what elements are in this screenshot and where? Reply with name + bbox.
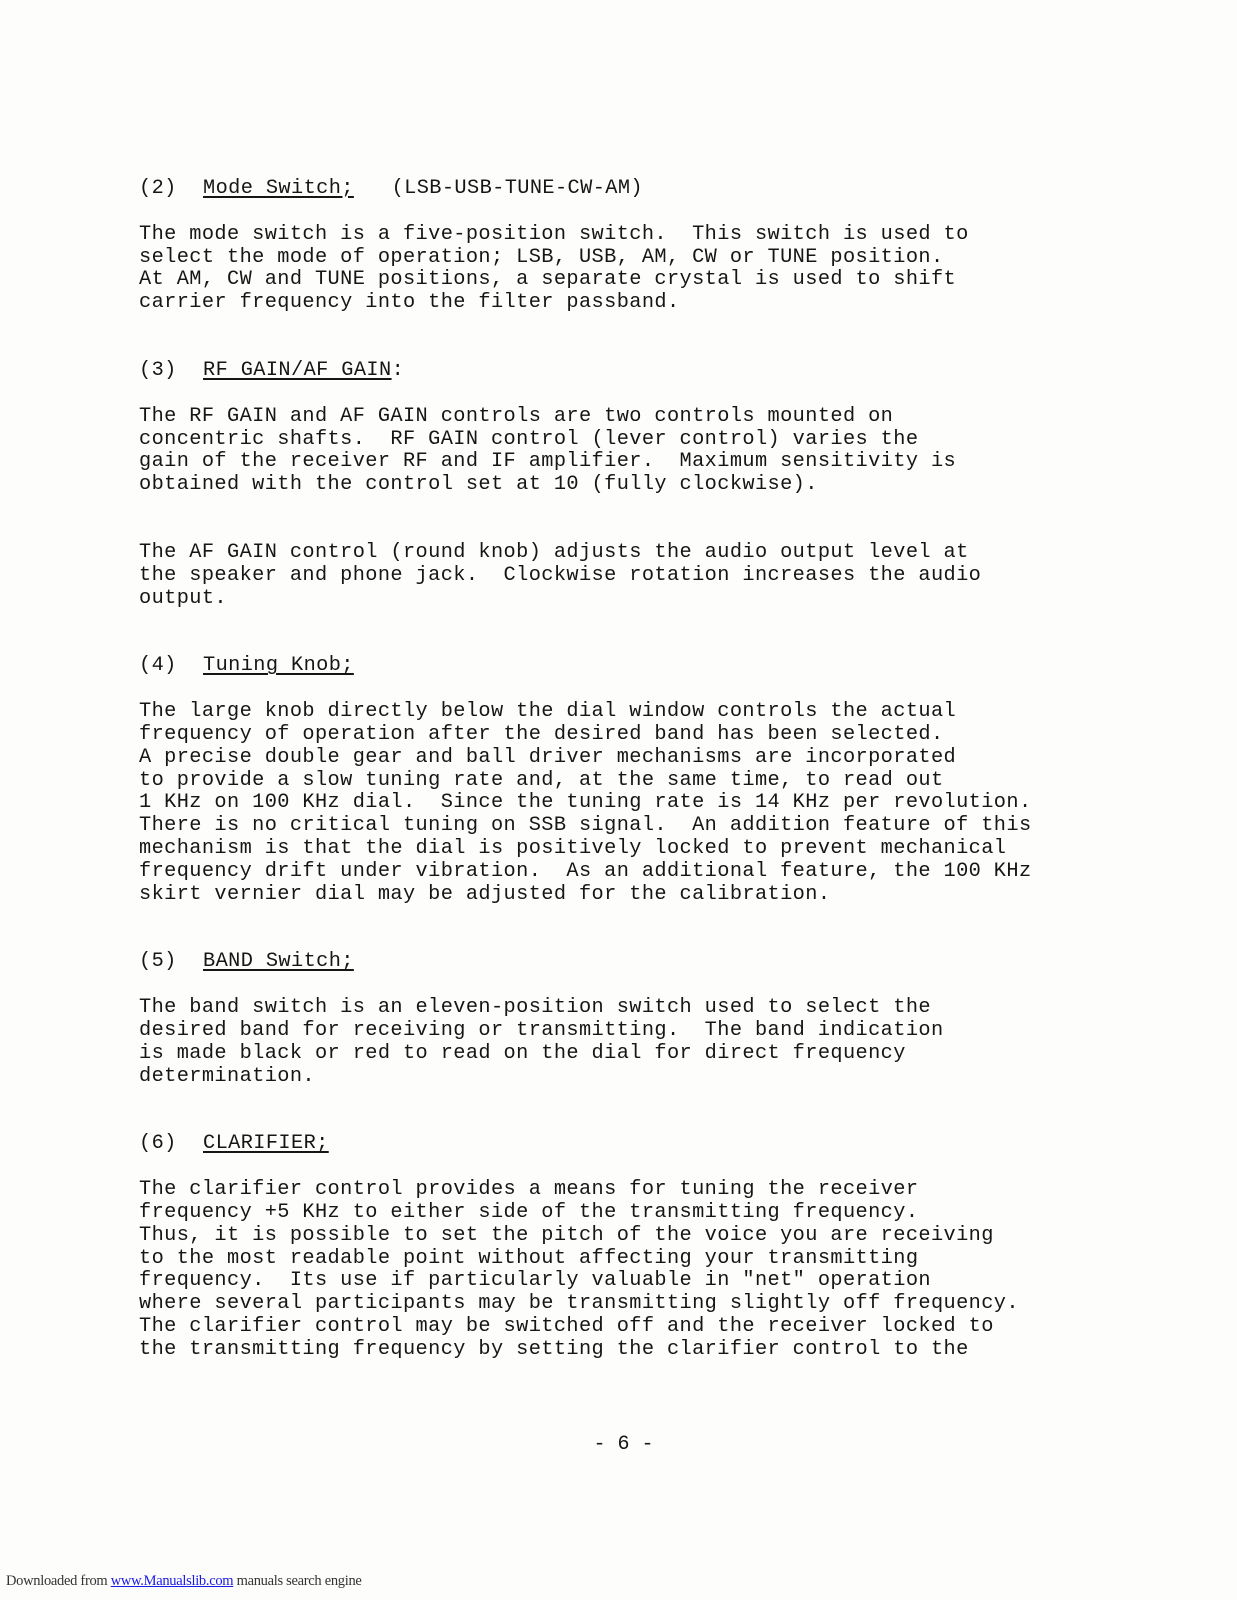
- manualslib-link[interactable]: www.Manualslib.com: [110, 1573, 234, 1589]
- section-number: (2): [139, 177, 177, 200]
- footer-suffix: manuals search engine: [233, 1573, 362, 1589]
- download-footer: [6, 1573, 362, 1590]
- paragraph: The band switch is an eleven-position switch used to select the desired band for receiving or transmitting. The band indication is made black or red to read on the dial for direct frequency determination.: [139, 996, 944, 1088]
- section-number: (4): [139, 654, 177, 678]
- section-title-suffix: :: [391, 358, 405, 382]
- section-heading-clarifier: [139, 1133, 1139, 1156]
- paragraph: The large knob directly below the dial window controls the actual frequency of operation after the desired band has been selected. A precise double gear and ball driver mechanisms are incorporated to provide a slow tuning rate and, at the same time, to read out 1 KHz on 100 KHz dial. Since the tuning rate is 14 KHz per revolution. There is no critical tuning on SSB signal. An addition feature of this mechanism is that the dial is positively locked to prevent mechanical frequency drift under vibration. As an additional feature, the 100 KHz skirt vernier dial may be adjusted for the calibration.: [139, 700, 1032, 906]
- section-title: RF GAIN/AF GAIN: [203, 358, 392, 382]
- page-number: - 6 -: [593, 1433, 654, 1456]
- section-heading-mode-switch: [139, 178, 1139, 201]
- paragraph: The clarifier control provides a means for tuning the receiver frequency +5 KHz to either side of the transmitting frequency. Thus, it is possible to set the pitch of the voice you are receiving to the most readable point without affecting your transmitting frequency. Its use if particularly valuable in "net" operation where several participants may be transmitting slightly off frequency. The clarifier control may be switched off and the receiver locked to the transmitting frequency by setting the clarifier control to the: [139, 1178, 1019, 1361]
- paragraph: The mode switch is a five-position switch. This switch is used to select the mode of operation; LSB, USB, AM, CW or TUNE position. At AM, CW and TUNE positions, a separate crystal is used to shift carrier frequency into the filter passband.: [139, 222, 969, 315]
- section-title: CLARIFIER;: [203, 1132, 329, 1156]
- section-number: (6): [139, 1132, 177, 1156]
- section-heading-tuning-knob: [139, 655, 1139, 678]
- section-number: (3): [139, 358, 177, 382]
- section-title: Mode Switch;: [203, 177, 354, 200]
- paragraph: The RF GAIN and AF GAIN controls are two controls mounted on concentric shafts. RF GAIN control (lever control) varies the gain of the receiver RF and IF amplifier. Maximum sensitivity is obtained with the control set at 10 (fully clockwise).: [139, 404, 957, 497]
- section-title: Tuning Knob;: [203, 654, 354, 678]
- section-number: (5): [139, 950, 177, 974]
- section-heading-rf-af-gain: [139, 360, 1139, 383]
- section-heading-band-switch: [139, 951, 1139, 974]
- section-title: BAND Switch;: [203, 950, 354, 974]
- footer-prefix: Downloaded from: [6, 1573, 111, 1589]
- section-title-suffix: (LSB-USB-TUNE-CW-AM): [353, 177, 643, 200]
- page-content: [139, 178, 1139, 1361]
- paragraph: The AF GAIN control (round knob) adjusts the audio output level at the speaker and phone jack. Clockwise rotation increases the audio output.: [139, 540, 982, 610]
